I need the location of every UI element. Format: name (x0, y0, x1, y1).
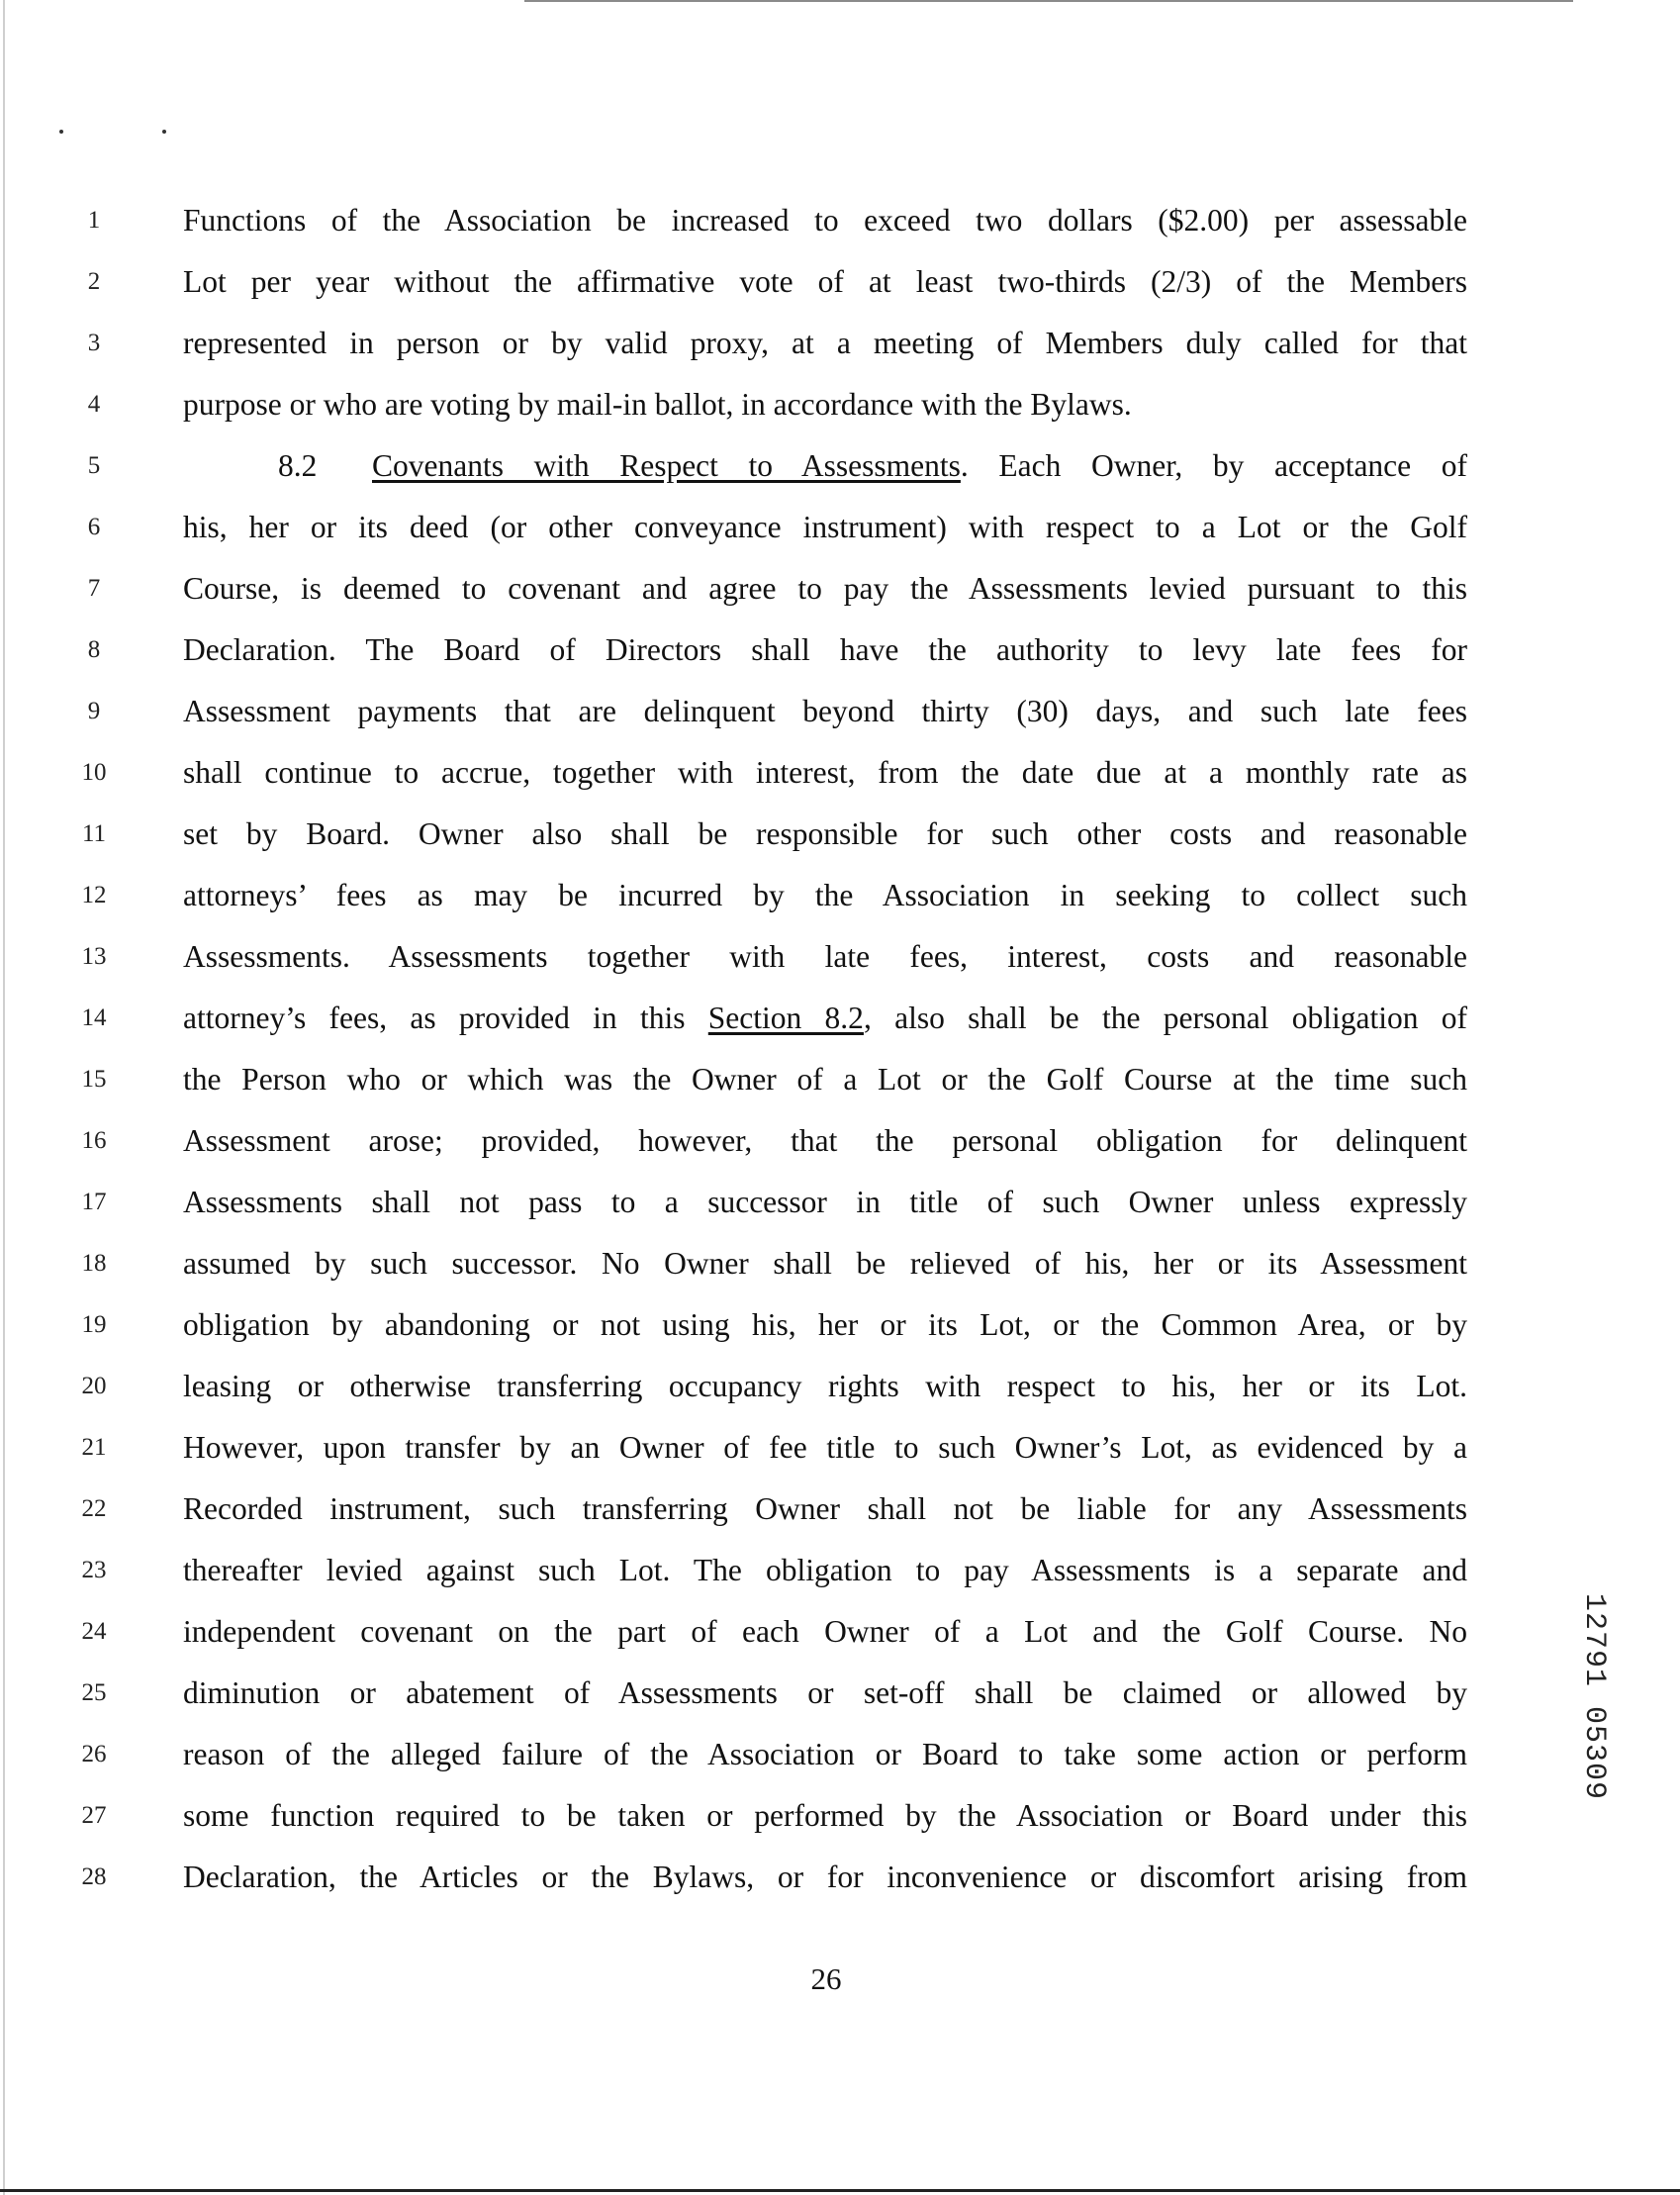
body-text-line: Recorded instrument, such transferring Owner shall not be liable for any Assessments (183, 1491, 1467, 1526)
body-text-line: Lot per year without the affirmative vote of at least two-thirds (2/3) of the Members (183, 264, 1467, 299)
body-text-line: independent covenant on the part of each Owner of a Lot and the Golf Course. No (183, 1614, 1467, 1649)
body-text-line: set by Board. Owner also shall be responsible for such other costs and reasonable (183, 816, 1467, 851)
body-text-line: reason of the alleged failure of the Association or Board to take some action or perform (183, 1737, 1467, 1771)
line-text-before: attorney’s fees, as provided in this (183, 1001, 708, 1035)
section-reference: Section 8.2 (707, 1001, 864, 1035)
line-number: 7 (87, 575, 101, 602)
scan-speck (162, 130, 166, 134)
recording-stamp: 12791 05309 (1577, 1593, 1611, 1801)
body-text-line: represented in person or by valid proxy, at a meeting of Members duly called for that (183, 326, 1467, 360)
line-number: 9 (87, 698, 101, 724)
line-number: 1 (87, 207, 101, 234)
body-text-line: attorneys’ fees as may be incurred by the Association in seeking to collect such (183, 878, 1467, 912)
scan-left-edge (3, 0, 5, 2195)
body-text-line: purpose or who are voting by mail-in ballot, in accordance with the Bylaws. (183, 387, 1132, 422)
body-text-line: obligation by abandoning or not using his, her or its Lot, or the Common Area, or by (183, 1307, 1467, 1342)
line-number: 5 (87, 452, 101, 479)
body-text-line: leasing or otherwise transferring occupancy rights with respect to his, her or its Lot. (183, 1369, 1467, 1403)
line-number: 8 (87, 636, 101, 663)
body-text-line: his, her or its deed (or other conveyance instrument) with respect to a Lot or the Golf (183, 510, 1467, 544)
line-number: 3 (87, 330, 101, 356)
line-number: 14 (81, 1004, 107, 1031)
line-number: 2 (87, 268, 101, 295)
body-text-line: assumed by such successor. No Owner shall be relieved of his, her or its Assessment (183, 1246, 1467, 1281)
body-text-line: thereafter levied against such Lot. The obligation to pay Assessments is a separate and (183, 1553, 1467, 1587)
scan-speck (59, 130, 63, 134)
line-number: 18 (81, 1250, 107, 1277)
section-heading-line (183, 446, 1467, 486)
body-text-line: some function required to be taken or performed by the Association or Board under this (183, 1798, 1467, 1833)
page-number: 26 (810, 1961, 842, 1996)
line-number: 12 (81, 882, 107, 908)
line-number: 24 (81, 1618, 107, 1645)
line-number: 13 (81, 943, 107, 970)
line-number: 15 (81, 1066, 107, 1093)
line-number: 6 (87, 514, 101, 540)
line-number: 20 (81, 1373, 107, 1399)
line-number: 10 (81, 759, 107, 786)
line-number: 27 (81, 1802, 107, 1829)
body-text-line: Functions of the Association be increased to exceed two dollars ($2.00) per assessable (183, 203, 1467, 238)
scan-bottom-edge (0, 2189, 1680, 2192)
line-number: 19 (81, 1311, 107, 1338)
line-number: 22 (81, 1495, 107, 1522)
body-text-line: Assessment payments that are delinquent beyond thirty (30) days, and such late fees (183, 694, 1467, 728)
body-text-line: Course, is deemed to covenant and agree to pay the Assessments levied pursuant to this (183, 571, 1467, 606)
body-text-line: Assessment arose; provided, however, that the personal obligation for delinquent (183, 1123, 1467, 1158)
line-number: 25 (81, 1679, 107, 1706)
body-text-line: the Person who or which was the Owner of a Lot or the Golf Course at the time such (183, 1062, 1467, 1097)
line-number: 23 (81, 1557, 107, 1583)
body-text-line: Assessments. Assessments together with late fees, interest, costs and reasonable (183, 939, 1467, 974)
body-text-line-with-reference (183, 999, 1467, 1038)
line-number: 16 (81, 1127, 107, 1154)
body-text-line: shall continue to accrue, together with interest, from the date due at a monthly rate as (183, 755, 1467, 790)
line-text-after: , also shall be the personal obligation of (863, 1001, 1467, 1035)
line-number: 11 (81, 820, 107, 847)
line-number: 17 (81, 1189, 107, 1215)
body-text-line: Declaration, the Articles or the Bylaws, or for inconvenience or discomfort arising from (183, 1860, 1467, 1894)
line-number: 21 (81, 1434, 107, 1461)
body-text-line: However, upon transfer by an Owner of fee title to such Owner’s Lot, as evidenced by a (183, 1430, 1467, 1465)
line-number: 26 (81, 1741, 107, 1767)
body-text-line: Assessments shall not pass to a successor in title of such Owner unless expressly (183, 1185, 1467, 1219)
line-number: 4 (87, 391, 101, 418)
section-number: 8.2 (278, 448, 318, 483)
section-heading-rest: . Each Owner, by acceptance of (960, 448, 1467, 483)
line-number: 28 (81, 1863, 107, 1890)
scan-top-edge (524, 0, 1573, 2)
section-heading: Covenants with Respect to Assessments (372, 448, 961, 483)
body-text-line: Declaration. The Board of Directors shall have the authority to levy late fees for (183, 632, 1467, 667)
body-text-line: diminution or abatement of Assessments or set-off shall be claimed or allowed by (183, 1675, 1467, 1710)
